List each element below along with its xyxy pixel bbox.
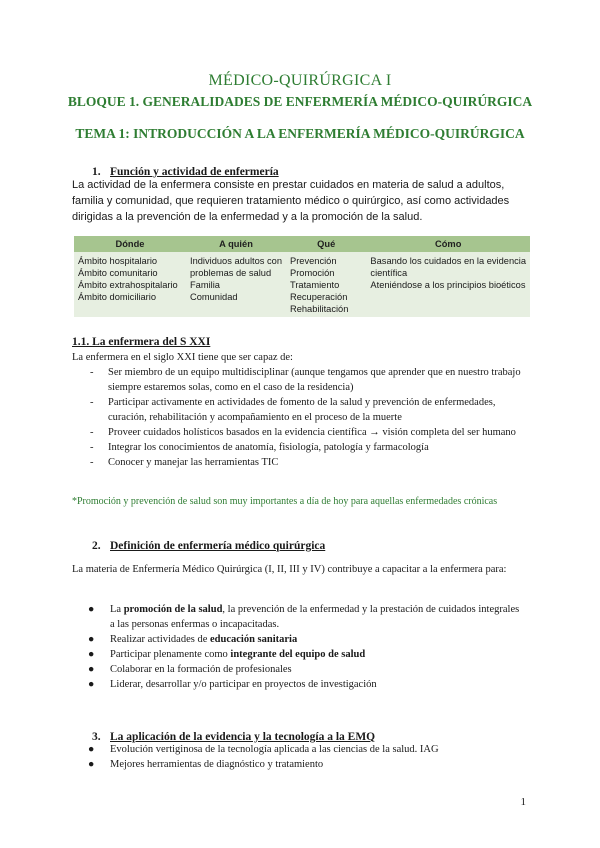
table-header-a-quien: A quién (186, 236, 286, 252)
section-3-number: 3. (92, 731, 101, 743)
section-2-heading (92, 536, 325, 554)
cell-line: Basando los cuidados en la evidencia (370, 256, 526, 266)
section-1-1-title: 1.1. La enfermera del S XXI (72, 336, 211, 348)
item-text: La (110, 604, 124, 615)
list-item: - Participar activamente en actividades de fomento de la salud y prevención de enfermedades, curación, rehabilitación y acompañamiento en el proceso de la muerte (72, 395, 524, 425)
block-heading: BLOQUE 1. GENERALIDADES DE ENFERMERÍA MÉDICO-QUIRÚRGICA (67, 94, 533, 109)
cell-line: Ámbito comunitario (78, 268, 158, 278)
list-item (72, 632, 522, 647)
section-3-title: La aplicación de la evidencia y la tecnología a la EMQ (110, 731, 376, 743)
cell-line: Familia (190, 280, 220, 290)
cell-line: Ámbito domiciliario (78, 292, 157, 302)
item-text: Participar plenamente como (110, 649, 231, 660)
item-bold-text: promoción de la salud (123, 604, 223, 615)
table-cell-como (366, 252, 530, 317)
cell-line: Tratamiento (290, 280, 340, 290)
bullet-icon: ● (88, 744, 95, 755)
section-1-number: 1. (92, 166, 101, 178)
table-header-donde: Dónde (74, 236, 186, 252)
section-1-1-list (72, 365, 524, 470)
item-text: , la prevención de la enfermedad y la prestación de cuidados integrales a las personas enfermas o incapacitadas. (110, 604, 520, 630)
care-table (74, 236, 530, 317)
cell-line: Promoción (290, 268, 335, 278)
cell-line: Ateniéndose a los principios bioéticos (370, 280, 526, 290)
section-2-number: 2. (92, 540, 101, 552)
list-item (72, 602, 522, 632)
bullet-icon: ● (88, 679, 95, 690)
list-item (72, 662, 522, 677)
section-1-1-note: *Promoción y prevención de salud son muy importantes a día de hoy para aquellas enfermedades crónicas (72, 496, 498, 507)
list-item (72, 647, 522, 662)
section-1-paragraph: La actividad de la enfermera consiste en prestar cuidados en materia de salud a adultos, familia y comunidad, que requieren tratamiento médico o quirúrgico, así como actividades dirigidas a la prevención de la enfermedad y a la promoción de la salud. (72, 179, 510, 223)
cell-line: Prevención (290, 256, 337, 266)
item-bold-text: educación sanitaria (210, 634, 298, 645)
section-3-list (72, 742, 522, 772)
item-text: Colaborar en la formación de profesionales (110, 664, 292, 675)
list-item (72, 677, 522, 692)
item-text: Liderar, desarrollar y/o participar en proyectos de investigación (110, 679, 377, 690)
table-header-que: Qué (286, 236, 366, 252)
bullet-icon: ● (88, 759, 95, 770)
page-title: MÉDICO-QUIRÚRGICA I (208, 72, 392, 89)
section-1-title: Función y actividad de enfermería (110, 166, 279, 178)
section-2-title: Definición de enfermería médico quirúrgica (110, 540, 326, 552)
topic-heading: TEMA 1: INTRODUCCIÓN A LA ENFERMERÍA MÉDICO-QUIRÚRGICA (75, 126, 525, 141)
cell-line: Ámbito extrahospitalario (78, 280, 178, 290)
page-number: 1 (520, 796, 526, 808)
section-1-1-intro: La enfermera en el siglo XXI tiene que ser capaz de: (72, 352, 293, 363)
section-2-list (72, 602, 522, 692)
cell-line: Individuos adultos con (190, 256, 282, 266)
cell-line: Ámbito hospitalario (78, 256, 158, 266)
bullet-icon: ● (88, 664, 95, 675)
item-text: Evolución vertiginosa de la tecnología aplicada a las ciencias de la salud. IAG (110, 744, 439, 755)
list-item: - Integrar los conocimientos de anatomía, fisiología, patología y farmacología (72, 440, 524, 455)
bullet-icon: ● (88, 649, 95, 660)
list-item: - Proveer cuidados holísticos basados en la evidencia científica → visión completa del ser humano (72, 425, 524, 440)
table-header-como: Cómo (366, 236, 530, 252)
section-2-intro: La materia de Enfermería Médico Quirúrgica (I, II, III y IV) contribuye a capacitar a la enfermera para: (72, 564, 507, 575)
table-cell-que (286, 252, 366, 317)
list-item (72, 742, 522, 757)
cell-line: Comunidad (190, 292, 238, 302)
table-row (74, 252, 530, 317)
list-item (72, 757, 522, 772)
table-cell-donde (74, 252, 186, 317)
bullet-icon: ● (88, 604, 95, 615)
bullet-icon: ● (88, 634, 95, 645)
cell-line: Rehabilitación (290, 304, 349, 314)
item-text: Mejores herramientas de diagnóstico y tratamiento (110, 759, 324, 770)
table-cell-a-quien (186, 252, 286, 317)
list-item: - Ser miembro de un equipo multidisciplinar (aunque tengamos que aprender que en nuestro trabajo siempre estaremos solas, como en el caso de la residencia) (72, 365, 524, 395)
cell-line: Recuperación (290, 292, 348, 302)
item-bold-text: integrante del equipo de salud (230, 649, 366, 660)
list-item: - Conocer y manejar las herramientas TIC (72, 455, 524, 470)
table-header-row (74, 236, 530, 252)
item-text: Realizar actividades de (110, 634, 210, 645)
cell-line: problemas de salud (190, 268, 272, 278)
cell-line: científica (370, 268, 408, 278)
